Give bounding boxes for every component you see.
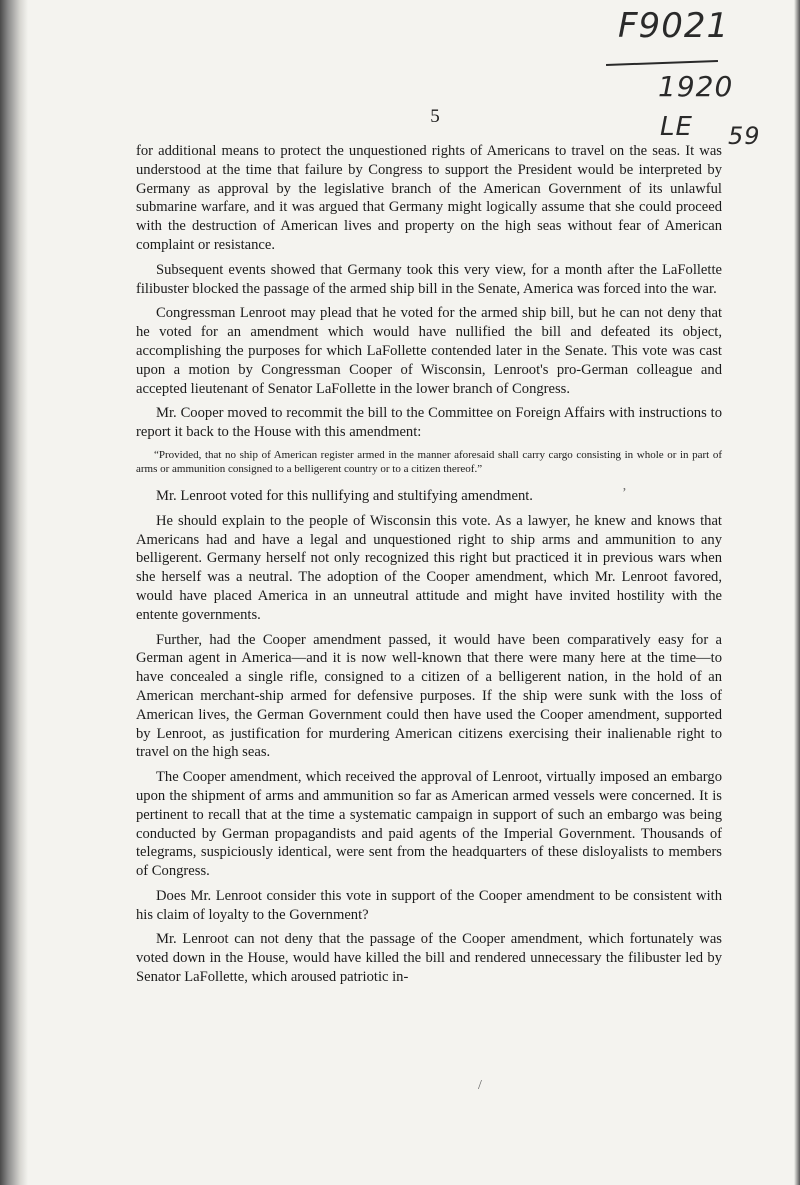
amendment-quote: “Provided, that no ship of American register armed in the manner aforesaid shall carry cargo consisting in whole or in part of arms or ammunition consigned to a belligerent country or to a citizen thereof.” [136, 448, 722, 476]
paragraph: Does Mr. Lenroot consider this vote in support of the Cooper amendment to be consistent with his claim of loyalty to the Government? [136, 887, 722, 923]
page-number: 5 [430, 106, 440, 127]
binding-shadow [0, 0, 28, 1185]
handwritten-underline [606, 60, 718, 66]
paragraph: Mr. Cooper moved to recommit the bill to the Committee on Foreign Affairs with instructions to report it back to the House with this amendment: [136, 405, 722, 441]
handwritten-year: 1920 [658, 70, 734, 103]
handwritten-initials: LE [660, 112, 693, 142]
handwritten-folio: 59 [728, 122, 761, 150]
handwritten-catalog-number: F9021 [618, 6, 730, 46]
paragraph: The Cooper amendment, which received the approval of Lenroot, virtually imposed an embargo upon the shipment of arms and ammunition so far as American armed vessels were concerned. It is pertinent to recall that at the time a systematic campaign in support of such an embargo was being conducted by German propagandists and paid agents of the Imperial Government. Thousands of telegrams, suspiciously identical, were sent from the headquarters of these disloyalists to members of Congress. [136, 769, 722, 880]
edge-shadow [794, 0, 800, 1185]
paragraph: He should explain to the people of Wisconsin this vote. As a lawyer, he knew and knows that Americans had and have a legal and unquestioned right to ship arms and ammunition to any belligerent. Germany herself not only recognized this right but practiced it in previous wars when she herself was a neutral. The adoption of the Cooper amendment, which Mr. Lenroot favored, would have placed America in an unneutral attitude and might have invited hostility with the entente governments. [136, 512, 722, 623]
paragraph: for additional means to protect the unquestioned rights of Americans to travel on the seas. It was understood at the time that failure by Congress to support the President would be interpreted by Germany as approval by the legislative branch of the American Government of its unlawful submarine warfare, and it was argued that Germany might logically assume that she could proceed with the destruction of American lives and property on the high seas without fear of American complaint or resistance. [136, 143, 722, 253]
stray-mark: ’ [622, 486, 627, 501]
paragraph: Congressman Lenroot may plead that he voted for the armed ship bill, but he can not deny that he voted for an amendment which would have nullified the bill and defeated its object, accomplishing the purposes for which LaFollette contended later in the Senate. This vote was cast upon a motion by Congressman Cooper of Wisconsin, Lenroot's pro-German colleague and accepted lieutenant of Senator LaFollette in the lower branch of Congress. [136, 305, 722, 397]
body-text [136, 142, 722, 993]
paragraph: Subsequent events showed that Germany took this very view, for a month after the LaFollette filibuster blocked the passage of the armed ship bill in the Senate, America was forced into the war. [136, 261, 722, 297]
paragraph: Mr. Lenroot can not deny that the passage of the Cooper amendment, which fortunately was voted down in the House, would have killed the bill and rendered unnecessary the filibuster led by Senator LaFollette, which aroused patriotic in- [136, 931, 722, 986]
paragraph: Further, had the Cooper amendment passed, it would have been comparatively easy for a German agent in America—and it is now well-known that there were many here at the time—to have concealed a single rifle, consigned to a citizen of a belligerent nation, in the hold of an American merchant-ship armed for defensive purposes. If the ship were sunk with the loss of American lives, the German Government could then have used the Cooper amendment, supported by Lenroot, as justification for murdering American citizens exercising their inalienable right to travel on the high seas. [136, 631, 722, 761]
paragraph: Mr. Lenroot voted for this nullifying and stultifying amendment. [156, 487, 533, 504]
stray-mark: / [478, 1078, 482, 1093]
